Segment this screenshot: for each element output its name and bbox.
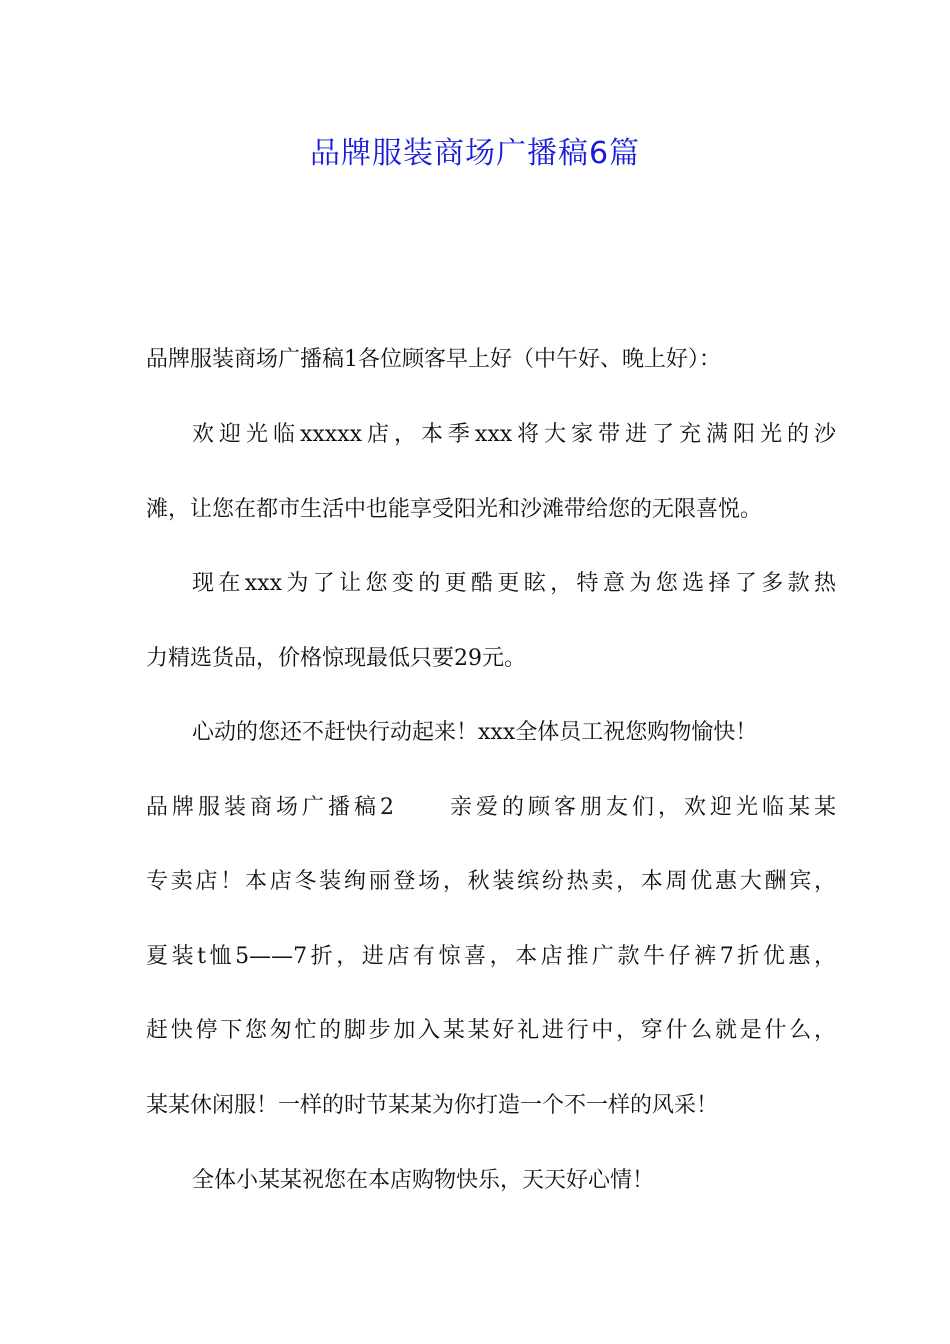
body-line-10: 赶快停下您匆忙的脚步加入某某好礼进行中，穿什么就是什么， bbox=[146, 1018, 836, 1043]
document-title: 品牌服装商场广播稿6篇 bbox=[309, 136, 641, 171]
body-line-4: 现在xxx为了让您变的更酷更眩，特意为您选择了多款热 bbox=[192, 571, 836, 596]
body-line-8: 专卖店！本店冬装绚丽登场，秋装缤纷热卖，本周优惠大酬宾， bbox=[146, 869, 836, 894]
body-line-3: 滩，让您在都市生活中也能享受阳光和沙滩带给您的无限喜悦。 bbox=[146, 497, 763, 522]
body-line-2: 欢迎光临xxxxx店，本季xxx将大家带进了充满阳光的沙 bbox=[192, 422, 836, 447]
body-line-6: 心动的您还不赶快行动起来！xxx全体员工祝您购物愉快！ bbox=[192, 720, 758, 745]
body-line-5: 力精选货品，价格惊现最低只要29元。 bbox=[146, 646, 526, 671]
body-line-9: 夏装t恤5——7折，进店有惊喜，本店推广款牛仔裤7折优惠， bbox=[146, 944, 836, 969]
body-line-11: 某某休闲服！一样的时节某某为你打造一个不一样的风采！ bbox=[146, 1093, 719, 1118]
body-line-12: 全体小某某祝您在本店购物快乐，天天好心情！ bbox=[192, 1168, 655, 1193]
body-line-1: 品牌服装商场广播稿1各位顾客早上好（中午好、晚上好）： bbox=[146, 347, 721, 372]
body-line-7: 品牌服装商场广播稿2 亲爱的顾客朋友们，欢迎光临某某 bbox=[146, 795, 836, 820]
